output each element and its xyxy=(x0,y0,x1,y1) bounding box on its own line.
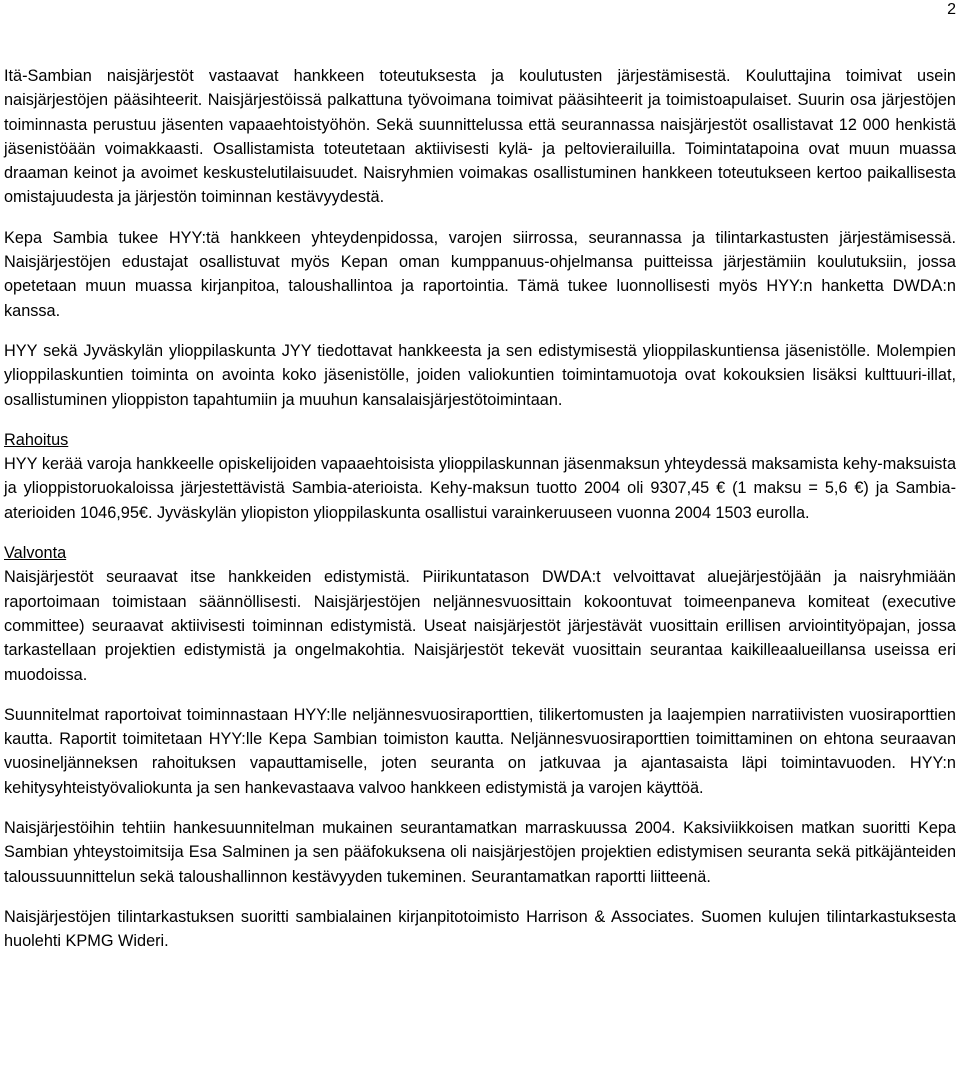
funding-text: HYY kerää varoja hankkeelle opiskelijoiden vapaaehtoisista ylioppilaskunnan jäsenmaksun yhteydessä maksamista kehy-maksuista ja ylioppistoruokaloissa järjestettävistä Sambia-aterioista. Kehy-maksun tuotto 2004 oli 9307,45 € (1 maksu = 5,6 €) ja Sambia-aterioiden 1046,95€. Jyväskylän yliopiston ylioppilaskunta osallistui varainkeruuseen vuonna 2004 1503 eurolla. xyxy=(4,455,956,522)
funding-heading: Rahoitus xyxy=(4,430,69,449)
monitoring-heading: Valvonta xyxy=(4,544,67,563)
paragraph-implementation: Itä-Sambian naisjärjestöt vastaavat hankkeen toteutuksesta ja koulutusten järjestämisestä. Kouluttajina toimivat usein naisjärjestöjen pääsihteerit. Naisjärjestöissä palkattuna työvoimana toimivat pääsihteerit ja toimistoapulaiset. Suurin osa järjestöjen toiminnasta perustuu jäsenten vapaaehtoistyöhön. Sekä suunnittelussa että seurannassa naisjärjestöt osallistavat 12 000 henkistä jäsenistöään voimakkaasti. Osallistamista toteutetaan aktiivisesti kylä- ja peltovierailuilla. Toimintatapoina ovat muun muassa draaman keinot ja avoimet keskustelutilaisuudet. Naisryhmien voimakas osallistuminen hankkeen toteutukseen kertoo paikallisesta omistajuudesta ja järjestön toiminnan kestävyydestä. xyxy=(4,67,956,207)
paragraph-communication: HYY sekä Jyväskylän ylioppilaskunta JYY tiedottavat hankkeesta ja sen edistymisestä ylioppilaskuntiensa jäsenistölle. Molempien ylioppilaskuntien toiminta on avointa koko jäsenistölle, joiden valiokuntien toimintamuotoja ovat kokouksien lisäksi kulttuuri-illat, osallistuminen ylioppiston tapahtumiin ja muuhun kansalaisjärjestötoimintaan. xyxy=(4,341,956,409)
document-body xyxy=(4,64,956,954)
monitoring-section xyxy=(4,541,956,687)
paragraph-kepa-support: Kepa Sambia tukee HYY:tä hankkeen yhteydenpidossa, varojen siirrossa, seurannassa ja tilintarkastusten järjestämisessä. Naisjärjestöjen edustajat osallistuvat myös Kepan oman kumppanuus-ohjelmansa puitteissa järjestämiin koulutuksiin, jossa opetetaan muun muassa kirjanpitoa, taloushallintoa ja raportointia. Tämä tukee luonnollisesti myös HYY:n hanketta DWDA:n kanssa. xyxy=(4,228,956,320)
paragraph-audit: Naisjärjestöjen tilintarkastuksen suoritti sambialainen kirjanpitotoimisto Harrison & Associates. Suomen kulujen tilintarkastuksesta huolehti KPMG Wideri. xyxy=(4,907,956,951)
paragraph-monitoring-trip: Naisjärjestöihin tehtiin hankesuunnitelman mukainen seurantamatkan marraskuussa 2004. Kaksiviikkoisen matkan suoritti Kepa Sambian yhteystoimitsija Esa Salminen ja sen pääfokuksena oli naisjärjestöjen projektien edistymisen seuranta sekä pitkäjänteiden taloussuunnittelun sekä taloushallinnon kestävyyden tukeminen. Seurantamatkan raportti liitteenä. xyxy=(4,819,956,886)
paragraph-reporting: Suunnitelmat raportoivat toiminnastaan HYY:lle neljännesvuosiraporttien, tilikertomusten ja laajempien narratiivisten vuosiraporttien kautta. Raportit toimitetaan HYY:lle Kepa Sambian toimiston kautta. Neljännesvuosiraporttien toimittaminen on ehtona seuraavan vuosineljänneksen rahoituksen vapauttamiselle, joten seuranta on jatkuvaa ja ajantasaista läpi toimintavuoden. HYY:n kehitysyhteistyövaliokunta ja sen hankevastaava valvoo hankkeen edistymistä ja varojen käyttöä. xyxy=(4,705,956,797)
monitoring-text-1: Naisjärjestöt seuraavat itse hankkeiden edistymistä. Piirikuntatason DWDA:t velvoittavat aluejärjestöjään ja naisryhmiään raportoimaan toimistaan säännöllisesti. Naisjärjestöjen neljännesvuosittain kokoontuvat toimeenpaneva komiteat (executive committee) seuraavat aktiivisesti toiminnan edistymistä. Useat naisjärjestöt järjestävät vuosittain erillisen arviointityöpajan, jossa tarkastellaan projektien edistymistä ja ongelmakohtia. Naisjärjestöt tekevät vuosittain seurantaa kaikilleaalueillansa useissa eri muodoissa. xyxy=(4,568,956,684)
funding-section xyxy=(4,428,956,525)
page-number: 2 xyxy=(947,1,956,18)
